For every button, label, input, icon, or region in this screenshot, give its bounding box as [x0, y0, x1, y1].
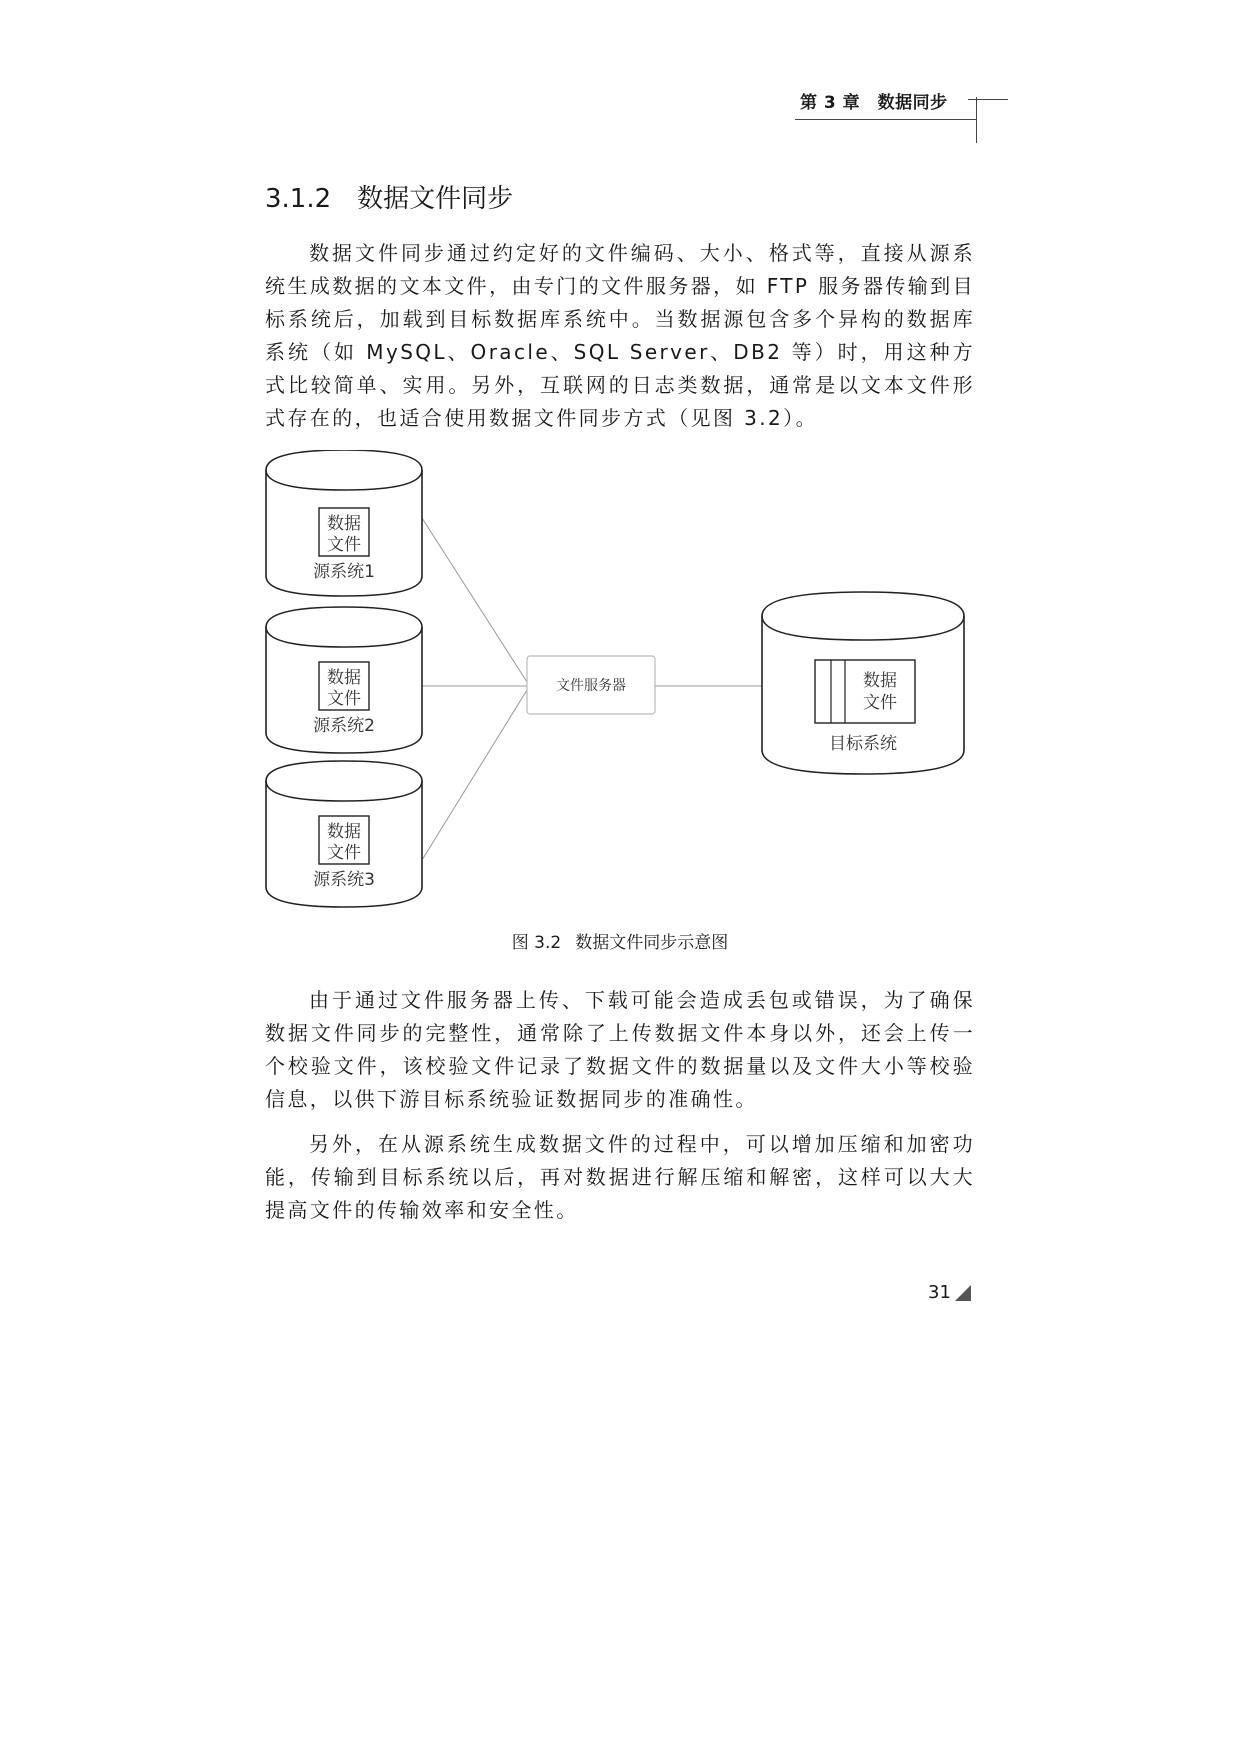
- data-file-label-line2: 文件: [327, 535, 361, 555]
- section-heading: [265, 178, 513, 215]
- source-system-2: [266, 607, 422, 753]
- section-number: 3.1.2: [265, 184, 332, 214]
- data-file-label-line1: 数据: [327, 514, 361, 534]
- target-system: [762, 592, 964, 774]
- connector-source1-server: [422, 518, 527, 682]
- file-server-label: 文件服务器: [556, 678, 626, 694]
- body-paragraph: 数据文件同步通过约定好的文件编码、大小、格式等，直接从源系统生成数据的文本文件，由专门的文件服务器，如 FTP 服务器传输到目标系统后，加载到目标数据库系统中。当数据源包含多个异构的数据库系统（如 MySQL、Oracle、SQL Server、DB2 等）时，用这种方式比较简单、实用。另外，互联网的日志类数据，通常是以文本文件形式存在的，也适合使用数据文件同步方式（见图 3.2）。: [265, 241, 975, 430]
- body-paragraph: 另外，在从源系统生成数据文件的过程中，可以增加压缩和加密功能，传输到目标系统以后，再对数据进行解压缩和解密，这样可以大大提高文件的传输效率和安全性。: [265, 1132, 975, 1222]
- data-file-label-line1: 数据: [327, 668, 361, 688]
- source-system-1: [266, 450, 422, 596]
- data-file-label-line1: 数据: [327, 822, 361, 842]
- data-file-label-line2: 文件: [863, 693, 897, 713]
- figure-caption-text: 数据文件同步示意图: [575, 933, 729, 953]
- file-server: [527, 656, 655, 714]
- page-corner-triangle-icon: [955, 1285, 971, 1301]
- source-system-2-label: 源系统2: [313, 716, 375, 736]
- source-system-1-label: 源系统1: [313, 562, 375, 582]
- header-vertical-rule: [976, 97, 977, 143]
- source-system-3-label: 源系统3: [313, 870, 375, 890]
- header-corner-rule: [968, 99, 1008, 100]
- page-number: 31: [928, 1282, 951, 1303]
- figure-data-file-sync: [265, 450, 985, 910]
- body-paragraph: 由于通过文件服务器上传、下载可能会造成丢包或错误，为了确保数据文件同步的完整性，通常除了上传数据文件本身以外，还会上传一个校验文件，该校验文件记录了数据文件的数据量以及文件大小等校验信息，以供下游目标系统验证数据同步的准确性。: [265, 988, 975, 1111]
- figure-caption: [265, 928, 975, 953]
- data-file-label-line1: 数据: [863, 671, 897, 691]
- connector-source3-server: [422, 690, 527, 860]
- section-title: 数据文件同步: [357, 184, 514, 214]
- figure-diagram: [265, 450, 985, 910]
- running-header: 第 3 章 数据同步: [800, 93, 948, 113]
- figure-caption-number: 图 3.2: [511, 933, 562, 953]
- target-system-label: 目标系统: [829, 734, 897, 754]
- header-rule: [795, 119, 976, 120]
- source-system-3: [266, 761, 422, 907]
- data-file-label-line2: 文件: [327, 689, 361, 709]
- data-file-label-line2: 文件: [327, 843, 361, 863]
